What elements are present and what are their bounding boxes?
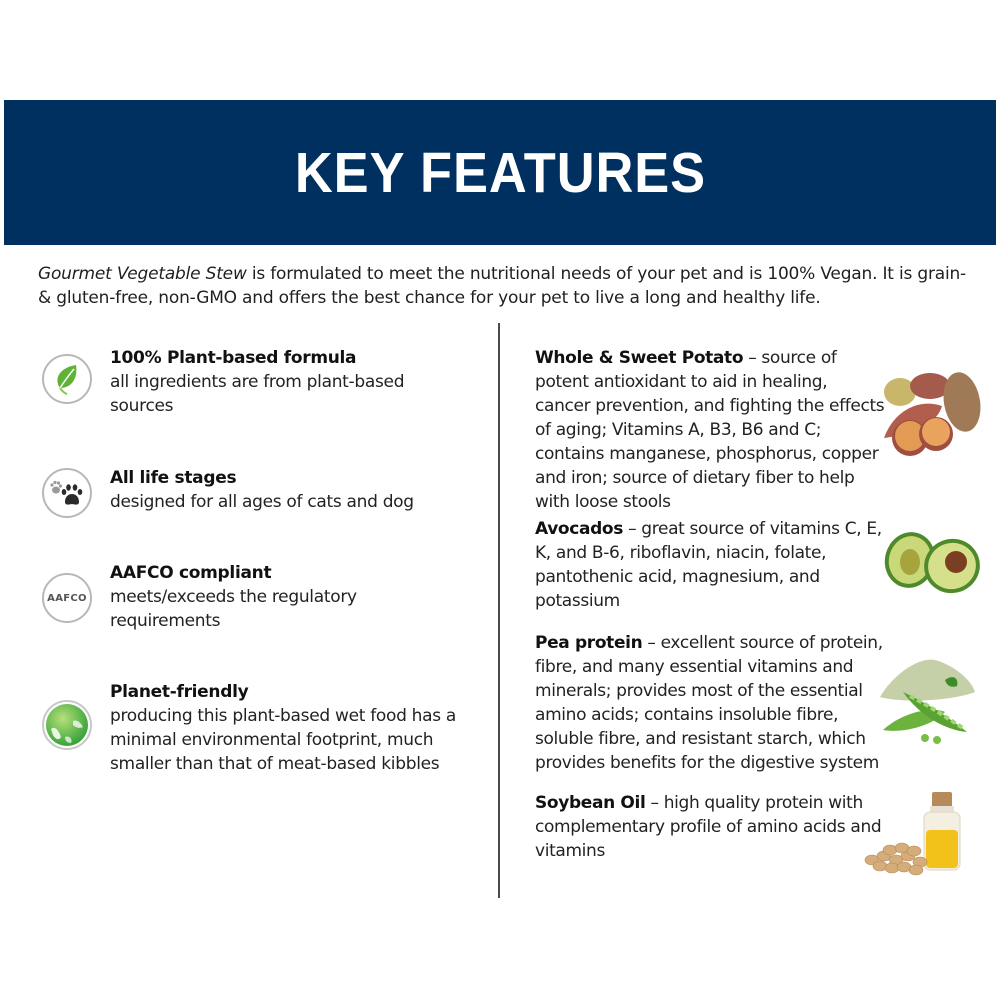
potatoes-image bbox=[880, 370, 985, 464]
ingredient-description: – excellent source of protein, fibre, and many essential vitamins and minerals; provides most of the essential amino acids; contains insoluble fibre, soluble fibre, and resistant starch, which provides benefits for the digestive system bbox=[535, 633, 883, 773]
banner-title: KEY FEATURES bbox=[294, 140, 706, 205]
globe-icon bbox=[42, 700, 92, 750]
feature-description: producing this plant-based wet food has a minimal environmental footprint, much smaller than that of meat-based kibbles bbox=[110, 706, 457, 774]
peas-image bbox=[875, 652, 980, 751]
soybean-oil-image bbox=[860, 790, 975, 884]
feature-description: all ingredients are from plant-based sources bbox=[110, 372, 405, 416]
ingredient-name: Pea protein bbox=[535, 633, 643, 653]
ingredient-name: Soybean Oil bbox=[535, 793, 646, 813]
ingredient-description: – high quality protein with complementary profile of amino acids and vitamins bbox=[535, 793, 882, 861]
ingredient-soybean-oil bbox=[535, 791, 885, 863]
feature-title: 100% Plant-based formula bbox=[110, 348, 357, 368]
feature-title: AAFCO compliant bbox=[110, 563, 272, 583]
ingredient-avocado bbox=[535, 517, 885, 613]
ingredient-description: – great source of vitamins C, E, K, and B-6, riboflavin, niacin, folate, pantothenic acid, magnesium, and potassium bbox=[535, 519, 882, 611]
feature-title: All life stages bbox=[110, 468, 237, 488]
leaf-icon bbox=[42, 354, 92, 404]
intro-text: is formulated to meet the nutritional needs of your pet and is 100% Vegan. It is grain-& gluten-free, non-GMO and offers the best chance for your pet to live a long and healthy life. bbox=[38, 264, 966, 308]
ingredient-potato bbox=[535, 346, 885, 514]
ingredient-description: – source of potent antioxidant to aid in healing, cancer prevention, and fighting the effects of aging; Vitamins A, B3, B6 and C; contains manganese, phosphorus, copper and iron; source of dietary fiber to help with loose stools bbox=[535, 348, 885, 512]
aafco-badge-icon: AAFCO bbox=[42, 573, 92, 623]
avocado-image bbox=[880, 528, 985, 602]
intro-paragraph bbox=[38, 262, 968, 310]
feature-title: Planet-friendly bbox=[110, 682, 249, 702]
feature-description: meets/exceeds the regulatory requirements bbox=[110, 587, 357, 631]
product-name: Gourmet Vegetable Stew bbox=[38, 264, 247, 284]
feature-description: designed for all ages of cats and dog bbox=[110, 492, 414, 512]
ingredient-name: Avocados bbox=[535, 519, 624, 539]
ingredient-pea-protein bbox=[535, 631, 885, 775]
ingredient-name: Whole & Sweet Potato bbox=[535, 348, 744, 368]
key-features-banner bbox=[4, 100, 996, 245]
paw-prints-icon bbox=[42, 468, 92, 518]
column-divider bbox=[498, 323, 500, 898]
